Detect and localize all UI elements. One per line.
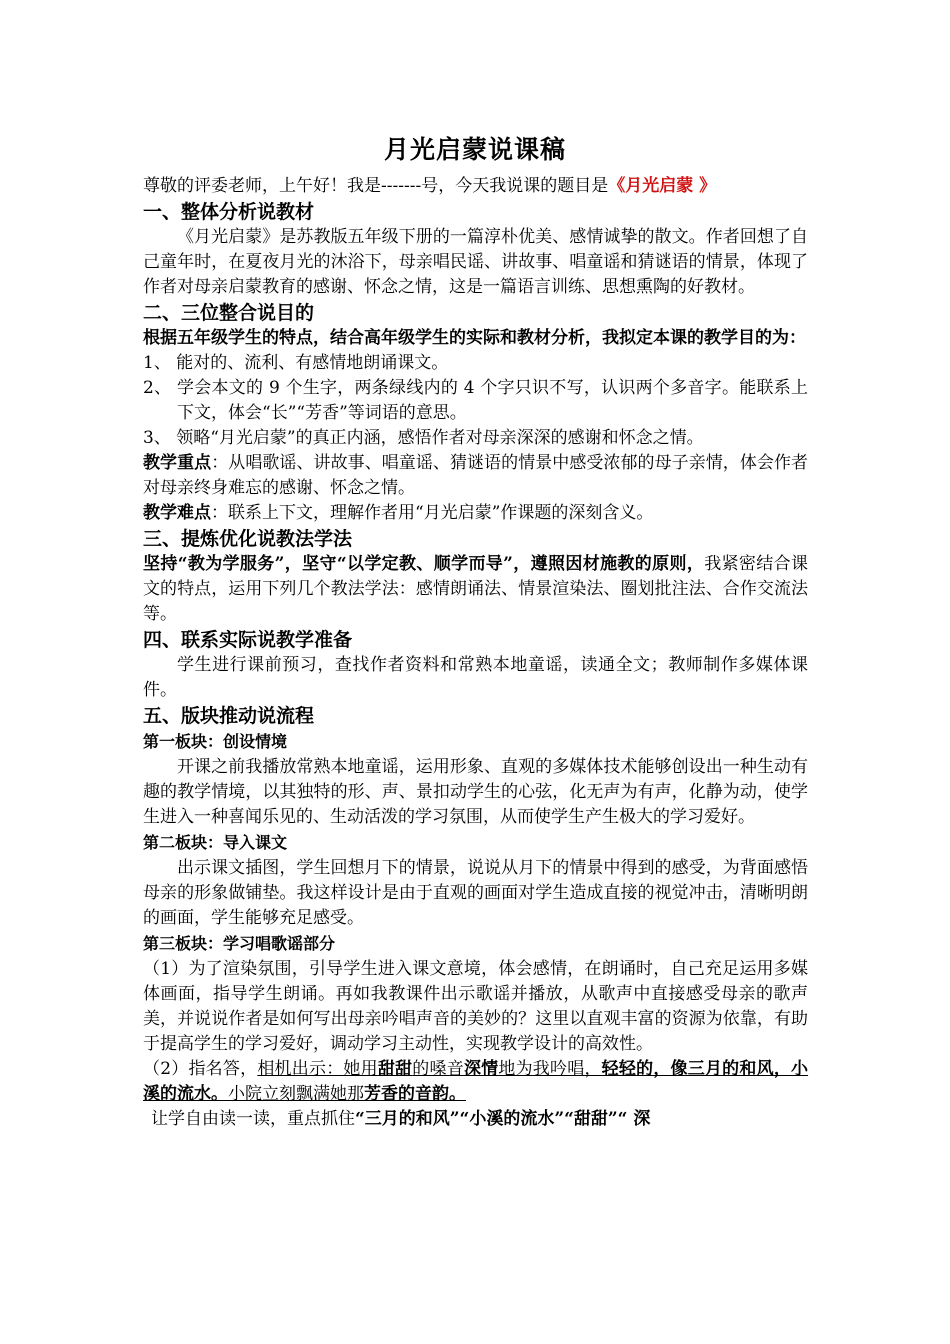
section-3-lead: 坚持“教为学服务”，坚守“以学定教、顺学而导”，遵照因材施教的原则， [143, 554, 705, 574]
p2-part-a: （2）指名答， [143, 1059, 258, 1079]
p2-part-f: 地为我吟唱， [498, 1059, 602, 1079]
key-label: 教学重点 [143, 453, 212, 473]
p3-part-b: “三月的和风”“小溪的流水”“甜甜”“ 深 [355, 1109, 651, 1129]
block-1-title: 第一板块：创设情境 [143, 732, 288, 751]
block-2-body: 出示课文插图，学生回想月下的情景，说说从月下的情景中得到的感受，为背面感悟母亲的形象做铺垫。我这样设计是由于直观的画面对学生造成直接的视觉冲击，清晰明朗的画面，学生能够充足感受。 [143, 858, 808, 928]
goal-item-2: 2、 学会本文的 9 个生字，两条绿线内的 4 个字只识不写，认识两个多音字。能联系上下文，体会“长”“芳香”等词语的意思。 [143, 378, 808, 423]
p2-part-g: 轻轻 [601, 1059, 637, 1079]
section-heading-2: 二、三位整合说目的 [143, 302, 315, 324]
p2-part-h: 的，像三月的和风，小溪的流水。 [143, 1059, 809, 1104]
p2-part-e: 深情 [463, 1059, 499, 1079]
block-3-paragraph-2 [143, 1057, 808, 1107]
block-1-body: 开课之前我播放常熟本地童谣，运用形象、直观的多媒体技术能够创设出一种生动有趣的教学情境，以其独特的形、声、景扣动学生的心弦，化无声为有声，化静为动，使学生进入一种喜闻乐见的、生动活泼的学习氛围，从而使学生产生极大的学习爱好。 [143, 757, 808, 827]
section-heading-4: 四、联系实际说教学准备 [143, 629, 353, 651]
page-title: 月光启蒙说课稿 [383, 135, 566, 164]
intro-text: 尊敬的评委老师，上午好！我是-------号，今天我说课的题目是 [143, 176, 609, 196]
section-3-text: 我紧密结合课文的特点，运用下列几个教法学法：感情朗诵法、情景渲染法、圈划批注法、合作交流法等。 [143, 554, 808, 624]
goal-item-3: 3、 领略“月光启蒙”的真正内涵，感悟作者对母亲深深的感谢和怀念之情。 [143, 428, 704, 448]
teaching-difficulty [143, 501, 808, 526]
block-3-paragraph-1: （1）为了渲染氛围，引导学生进入课文意境，体会感情，在朗诵时，自己充足运用多媒体画面，指导学生朗诵。再如我教课件出示歌谣并播放，从歌声中直接感受母亲的歌声美，并说说作者是如何写出母亲吟唱声音的美妙的？这里以直观丰富的资源为依靠，有助于提高学生的学习爱好，调动学习主动性，实现教学设计的高效性。 [143, 959, 808, 1054]
section-3-body [143, 552, 808, 627]
section-heading-3: 三、提炼优化说教法学法 [143, 528, 353, 550]
goals-lead: 根据五年级学生的特点，结合高年级学生的实际和教材分析，我拟定本课的教学目的为： [143, 328, 806, 348]
p3-part-a: 让学自由读一读，重点抓住 [151, 1109, 355, 1129]
block-3-paragraph-3 [143, 1107, 808, 1132]
section-heading-5: 五、版块推动说流程 [143, 705, 315, 727]
section-1-body: 《月光启蒙》是苏教版五年级下册的一篇淳朴优美、感情诚挚的散文。作者回想了自己童年时，在夏夜月光的沐浴下，母亲唱民谣、讲故事、唱童谣和猜谜语的情景，体现了作者对母亲启蒙教育的感谢、怀念之情，这是一篇语言训练、思想熏陶的好教材。 [143, 227, 808, 297]
key-text: ：从唱歌谣、讲故事、唱童谣、猜谜语的情景中感受浓郁的母子亲情，体会作者对母亲终身难忘的感谢、怀念之情。 [143, 453, 809, 498]
difficulty-label: 教学难点 [143, 503, 211, 523]
difficulty-text: ：联系上下文，理解作者用“月光启蒙”作课题的深刻含义。 [211, 503, 654, 523]
goal-item-1: 1、 能对的、流利、有感情地朗诵课文。 [143, 353, 449, 373]
section-heading-1: 一、整体分析说教材 [143, 201, 315, 223]
p2-part-j: 芳香的音韵。 [364, 1084, 466, 1104]
p2-part-c: 甜甜 [377, 1059, 413, 1079]
p2-part-i: 小院立刻飘满她那 [228, 1084, 364, 1104]
block-3-title: 第三板块：学习唱歌谣部分 [143, 934, 336, 953]
p2-part-d: 的嗓音 [412, 1059, 464, 1079]
section-4-body: 学生进行课前预习，查找作者资料和常熟本地童谣，读通全文；教师制作多媒体课件。 [143, 655, 808, 700]
p2-part-b: 相机出示：她用 [257, 1059, 378, 1079]
intro-line [143, 174, 808, 199]
document-body [143, 174, 808, 1132]
course-title: 《月光启蒙 》 [608, 176, 717, 196]
teaching-key-point [143, 451, 808, 501]
block-2-title: 第二板块：导入课文 [143, 833, 288, 852]
